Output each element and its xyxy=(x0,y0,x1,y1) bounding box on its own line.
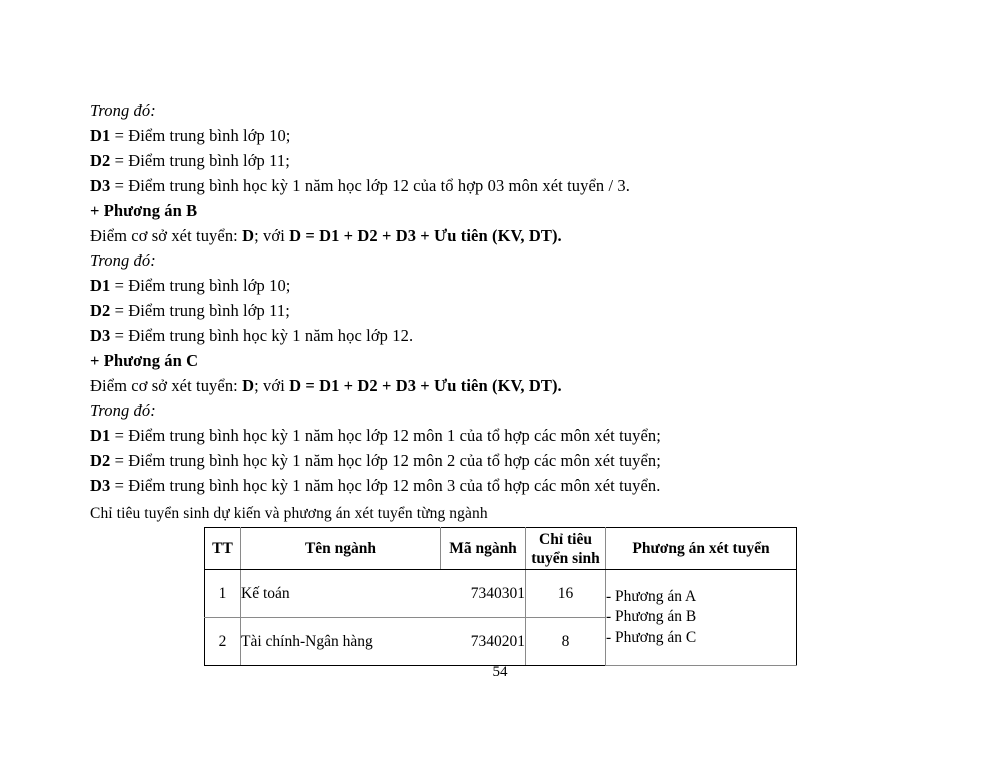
formula-expression: D = D1 + D2 + D3 + Ưu tiên (KV, DT). xyxy=(289,226,562,245)
term-d1-text: = Điểm trung bình học kỳ 1 năm học lớp 12 môn 1 của tổ hợp các môn xét tuyển; xyxy=(110,426,661,445)
formula-expression: D = D1 + D2 + D3 + Ưu tiên (KV, DT). xyxy=(289,376,562,395)
paragraph-trong-do-1: Trong đó: xyxy=(90,101,156,120)
cell-tt: 2 xyxy=(205,618,241,666)
formula-prefix: Điểm cơ sở xét tuyển: xyxy=(90,226,243,245)
term-d2-text: = Điểm trung bình học kỳ 1 năm học lớp 12 môn 2 của tổ hợp các môn xét tuyển; xyxy=(110,451,661,470)
cell-major-name: Tài chính-Ngân hàng xyxy=(241,632,373,650)
column-header-plan: Phương án xét tuyển xyxy=(606,528,797,570)
table-row xyxy=(205,570,797,618)
paragraph-trong-do-2: Trong đó: xyxy=(90,251,156,270)
paragraph-d1-a xyxy=(90,123,890,148)
column-header-quota-line1: Chỉ tiêu xyxy=(539,530,592,548)
cell-name-code xyxy=(241,618,526,666)
term-d2: D2 xyxy=(90,151,111,170)
term-d2-text: = Điểm trung bình lớp 11; xyxy=(110,301,290,320)
term-d3-text: = Điểm trung bình học kỳ 1 năm học lớp 12. xyxy=(110,326,414,345)
cell-name-code xyxy=(241,570,526,618)
term-d1-text: = Điểm trung bình lớp 10; xyxy=(110,126,291,145)
cell-tt: 1 xyxy=(205,570,241,618)
heading-phuong-an-b: + Phương án B xyxy=(90,201,198,220)
formula-line-b xyxy=(90,223,890,248)
formula-middle: ; với xyxy=(254,376,290,395)
table-header-row xyxy=(205,528,797,570)
plan-option-a: - Phương án A xyxy=(606,587,697,605)
term-d3-text: = Điểm trung bình học kỳ 1 năm học lớp 12 của tổ hợp 03 môn xét tuyển / 3. xyxy=(110,176,630,195)
table-body xyxy=(205,570,797,666)
term-d1: D1 xyxy=(90,126,111,145)
column-header-quota-line2: tuyển sinh xyxy=(531,549,600,567)
paragraph-d3-c xyxy=(90,473,890,498)
formula-symbol: D xyxy=(242,376,255,395)
term-d3: D3 xyxy=(90,476,111,495)
paragraph-trong-do-3: Trong đó: xyxy=(90,401,156,420)
formula-prefix: Điểm cơ sở xét tuyển: xyxy=(90,376,243,395)
term-d1: D1 xyxy=(90,276,111,295)
term-d3: D3 xyxy=(90,176,111,195)
heading-phuong-an-c: + Phương án C xyxy=(90,351,199,370)
paragraph-d1-b xyxy=(90,273,890,298)
cell-quota: 16 xyxy=(526,570,606,618)
plan-option-b: - Phương án B xyxy=(606,608,697,626)
cell-major-code: 7340201 xyxy=(470,632,525,650)
formula-symbol: D xyxy=(242,226,255,245)
paragraph-d3-b xyxy=(90,323,890,348)
paragraph-d2-a xyxy=(90,148,890,173)
column-header-quota xyxy=(526,528,606,570)
term-d3-text: = Điểm trung bình học kỳ 1 năm học lớp 12 môn 3 của tổ hợp các môn xét tuyển. xyxy=(110,476,661,495)
term-d1-text: = Điểm trung bình lớp 10; xyxy=(110,276,291,295)
plan-option-c: - Phương án C xyxy=(606,628,697,646)
term-d1: D1 xyxy=(90,426,111,445)
cell-major-code: 7340301 xyxy=(470,584,525,602)
page-number: 54 xyxy=(492,664,508,680)
formula-line-c xyxy=(90,373,890,398)
cell-quota: 8 xyxy=(526,618,606,666)
term-d2-text: = Điểm trung bình lớp 11; xyxy=(110,151,290,170)
cell-major-name: Kế toán xyxy=(241,584,290,602)
paragraph-d2-c xyxy=(90,448,890,473)
paragraph-d1-c xyxy=(90,423,890,448)
column-header-name: Tên ngành xyxy=(241,528,441,570)
formula-middle: ; với xyxy=(254,226,290,245)
paragraph-d3-a xyxy=(90,173,890,198)
admissions-table xyxy=(204,527,797,666)
paragraph-d2-b xyxy=(90,298,890,323)
column-header-code: Mã ngành xyxy=(441,528,526,570)
admissions-table-wrapper xyxy=(204,527,796,666)
table-caption: Chỉ tiêu tuyển sinh dự kiến và phương án xét tuyển từng ngành xyxy=(90,505,488,522)
body-text-block xyxy=(90,98,890,526)
table-header xyxy=(205,528,797,570)
term-d2: D2 xyxy=(90,451,111,470)
term-d2: D2 xyxy=(90,301,111,320)
term-d3: D3 xyxy=(90,326,111,345)
column-header-tt: TT xyxy=(205,528,241,570)
cell-admission-plans xyxy=(606,570,797,666)
